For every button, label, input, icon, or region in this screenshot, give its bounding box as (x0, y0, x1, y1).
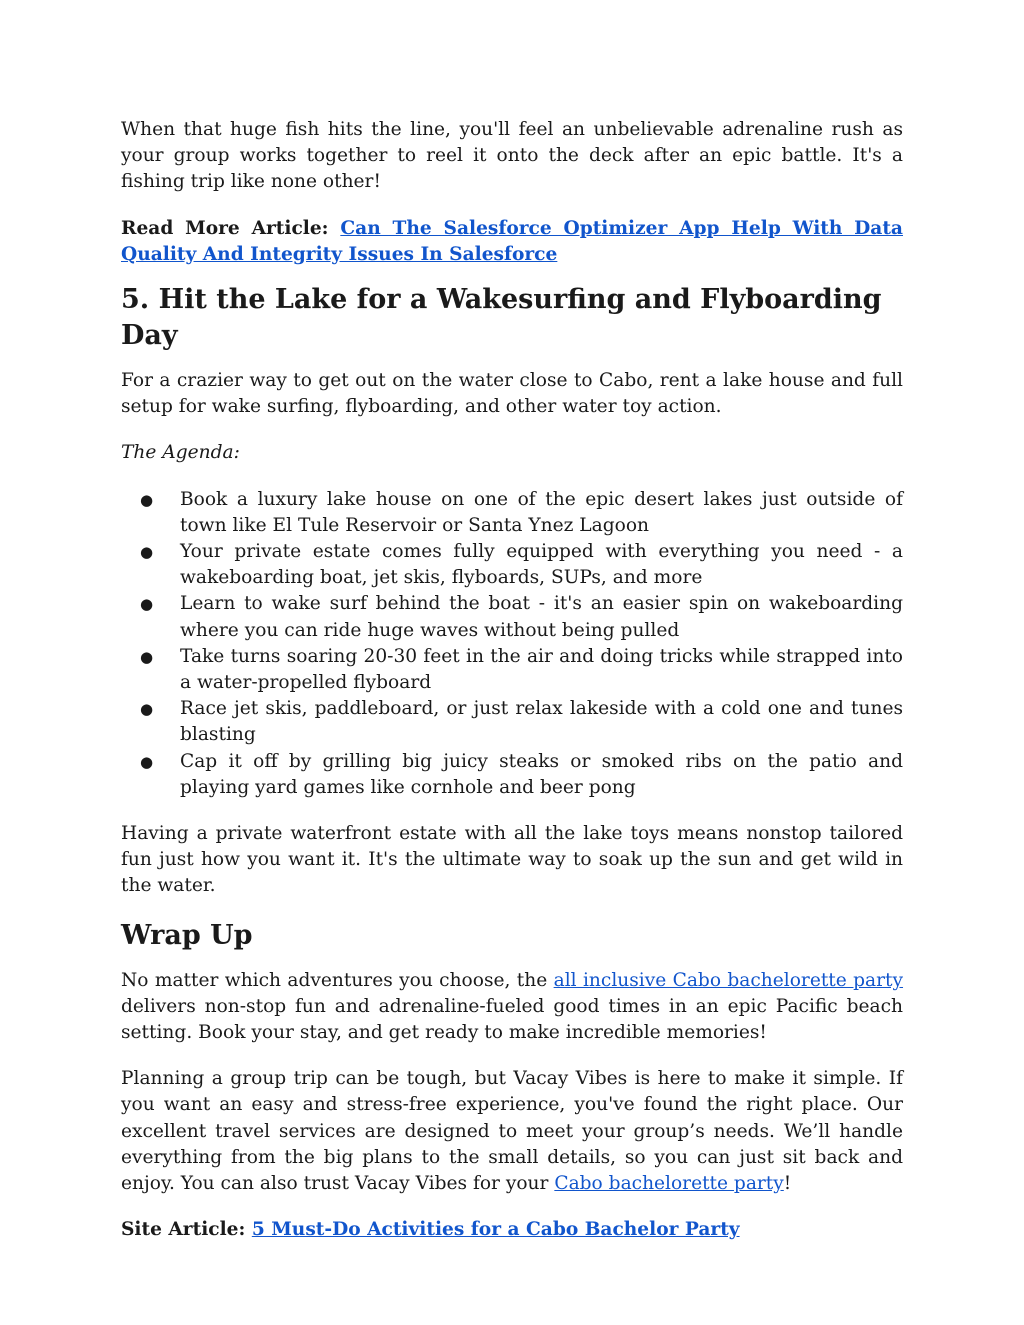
site-article-line (121, 1217, 903, 1243)
list-item (121, 749, 903, 801)
lake-intro-paragraph: For a crazier way to get out on the water close to Cabo, rent a lake house and full setup for wake surfing, flyboarding, and other water toy action. (121, 370, 903, 418)
agenda-list (121, 487, 903, 801)
bullet-icon: ● (140, 490, 154, 509)
list-item-text: Take turns soaring 20-30 feet in the air and doing tricks while strapped into a water-propelled flyboard (180, 645, 903, 694)
list-item (121, 591, 903, 643)
bullet-icon: ● (140, 595, 154, 614)
list-item (121, 644, 903, 696)
planning-text-before: Planning a group trip can be tough, but Vacay Vibes is here to make it simple. If you want an easy and stress-free experience, you've found the right place. Our excellent travel services are designed to meet your group’s needs. We’ll handle everything from the big plans to the small details, so you can just sit back and enjoy. You can also trust Vacay Vibes for your (121, 1068, 903, 1195)
list-item (121, 539, 903, 591)
wrap-up-paragraph (121, 968, 903, 1047)
planning-text-after: ! (783, 1173, 792, 1195)
document-page (121, 117, 903, 1244)
bullet-icon: ● (140, 752, 154, 771)
bullet-icon: ● (140, 700, 154, 719)
list-item-text: Cap it off by grilling big juicy steaks or smoked ribs on the patio and playing yard games like cornhole and beer pong (180, 750, 903, 798)
read-more-line (121, 216, 903, 268)
bullet-icon: ● (140, 647, 154, 666)
all-inclusive-party-link[interactable]: all inclusive Cabo bachelorette party (553, 969, 904, 991)
cabo-bachelorette-party-link[interactable]: Cabo bachelorette party (554, 1173, 784, 1195)
fishing-paragraph: When that huge fish hits the line, you'll feel an unbelievable adrenaline rush as your group works together to reel it onto the deck after an epic battle. It's a fishing trip like none other! (121, 119, 903, 193)
agenda-label: The Agenda: (121, 442, 240, 464)
read-more-link[interactable]: Can The Salesforce Optimizer App Help With Data Quality And Integrity Issues In Salesforce (121, 217, 903, 265)
wrap-up-text-before: No matter which adventures you choose, the (121, 969, 554, 991)
planning-paragraph (121, 1066, 903, 1197)
wrap-up-text-after: delivers non-stop fun and adrenaline-fueled good times in an epic Pacific beach setting. Book your stay, and get ready to make incredible memories! (121, 995, 903, 1044)
list-item (121, 696, 903, 748)
section-heading-wrap-up: Wrap Up (121, 919, 253, 951)
bullet-icon: ● (140, 543, 154, 562)
list-item (121, 487, 903, 539)
list-item-text: Book a luxury lake house on one of the epic desert lakes just outside of town like El Tule Reservoir or Santa Ynez Lagoon (180, 488, 903, 536)
list-item-text: Learn to wake surf behind the boat - it's an easier spin on wakeboarding where you can ride huge waves without being pulled (180, 593, 903, 641)
list-item-text: Your private estate comes fully equipped with everything you need - a wakeboarding boat, jet skis, flyboards, SUPs, and more (180, 541, 903, 589)
section-heading-lake: 5. Hit the Lake for a Wakesurfing and Flyboarding Day (121, 284, 882, 352)
site-article-link[interactable]: 5 Must-Do Activities for a Cabo Bachelor Party (251, 1219, 740, 1241)
list-item-text: Race jet skis, paddleboard, or just relax lakeside with a cold one and tunes blasting (180, 698, 903, 746)
read-more-label: Read More Article: (121, 217, 341, 239)
lake-closing-paragraph: Having a private waterfront estate with all the lake toys means nonstop tailored fun just how you want it. It's the ultimate way to soak up the sun and get wild in the water. (121, 823, 903, 897)
site-article-label: Site Article: (121, 1219, 252, 1241)
